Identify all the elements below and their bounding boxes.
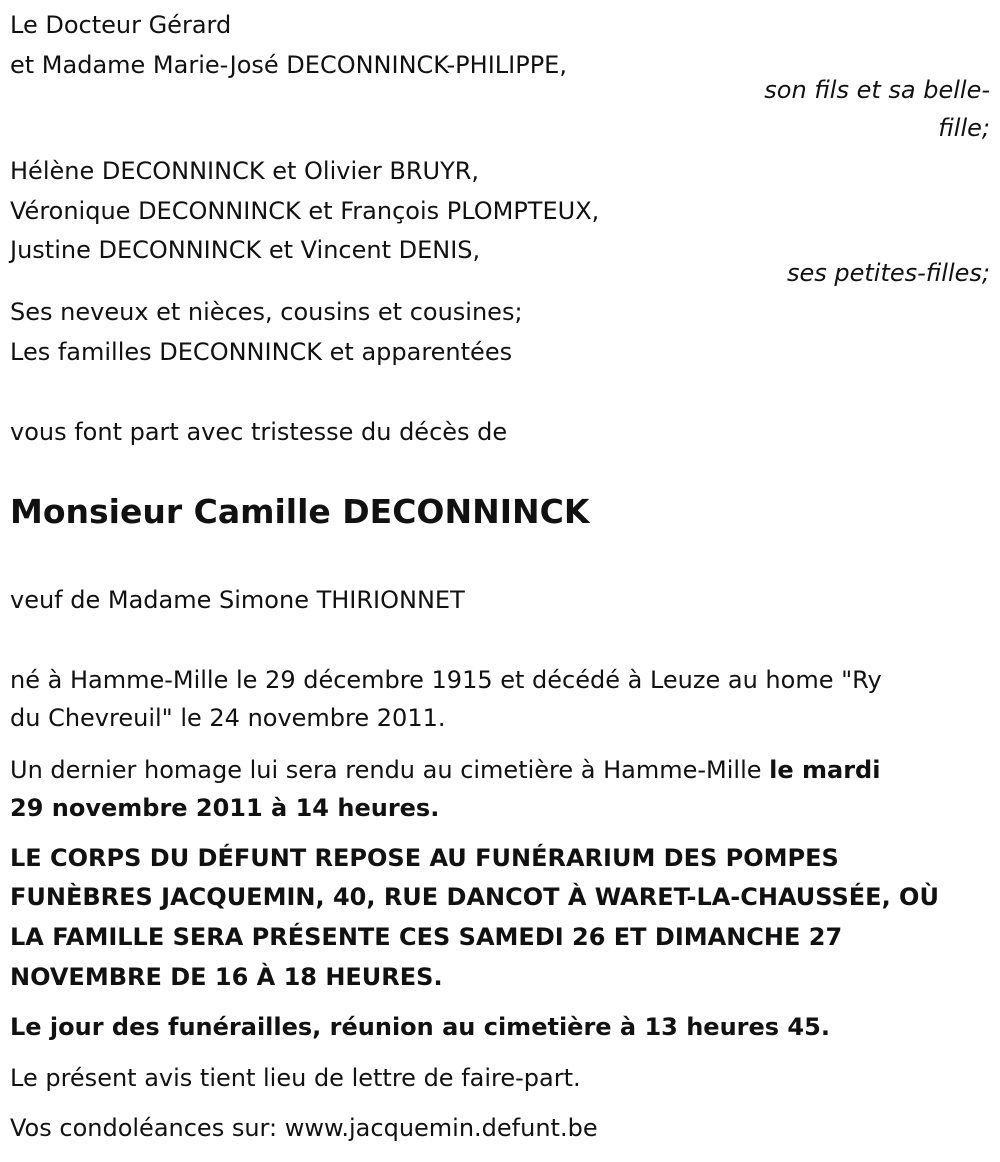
homage-date: 29 novembre 2011 à 14 heures. [10, 794, 440, 822]
relation-label: ses petites-filles; [786, 259, 990, 287]
rest-text: FUNÈBRES JACQUEMIN, 40, RUE DANCOT À WARET-LA-CHAUSSÉE, OÙ [10, 883, 939, 911]
relation-label: fille; [938, 114, 990, 142]
meeting-text: Le jour des funérailles, réunion au cimetière à 13 heures 45. [10, 1013, 830, 1041]
relation-label: son fils et sa belle- [764, 76, 990, 104]
rest-text: NOVEMBRE DE 16 À 18 HEURES. [10, 963, 443, 991]
homage-text-part: Un dernier homage lui sera rendu au cimetière à Hamme-Mille [10, 756, 770, 784]
widower-text: veuf de Madame Simone THIRIONNET [10, 586, 465, 614]
family-line: Ses neveux et nièces, cousins et cousines; [10, 298, 523, 326]
rest-text: LE CORPS DU DÉFUNT REPOSE AU FUNÉRARIUM DES POMPES [10, 844, 839, 872]
condolences-text: Vos condoléances sur: www.jacquemin.defunt.be [10, 1114, 598, 1142]
birth-death-text: du Chevreuil" le 24 novembre 2011. [10, 704, 446, 732]
family-line: Justine DECONNINCK et Vincent DENIS, [10, 236, 481, 264]
family-line: Les familles DECONNINCK et apparentées [10, 338, 513, 366]
family-line: Hélène DECONNINCK et Olivier BRUYR, [10, 157, 480, 185]
birth-death-text: né à Hamme-Mille le 29 décembre 1915 et décédé à Leuze au home "Ry [10, 666, 882, 694]
rest-text: LA FAMILLE SERA PRÉSENTE CES SAMEDI 26 ET DIMANCHE 27 [10, 923, 843, 951]
family-line: et Madame Marie-José DECONNINCK-PHILIPPE, [10, 51, 567, 79]
announce-text: vous font part avec tristesse du décès de [10, 418, 508, 446]
family-line: Véronique DECONNINCK et François PLOMPTEUX, [10, 197, 600, 225]
homage-text [10, 755, 880, 785]
family-line: Le Docteur Gérard [10, 11, 232, 39]
homage-date: le mardi [769, 756, 881, 784]
notice-text: Le présent avis tient lieu de lettre de faire-part. [10, 1064, 581, 1092]
deceased-name: Monsieur Camille DECONNINCK [10, 492, 590, 531]
